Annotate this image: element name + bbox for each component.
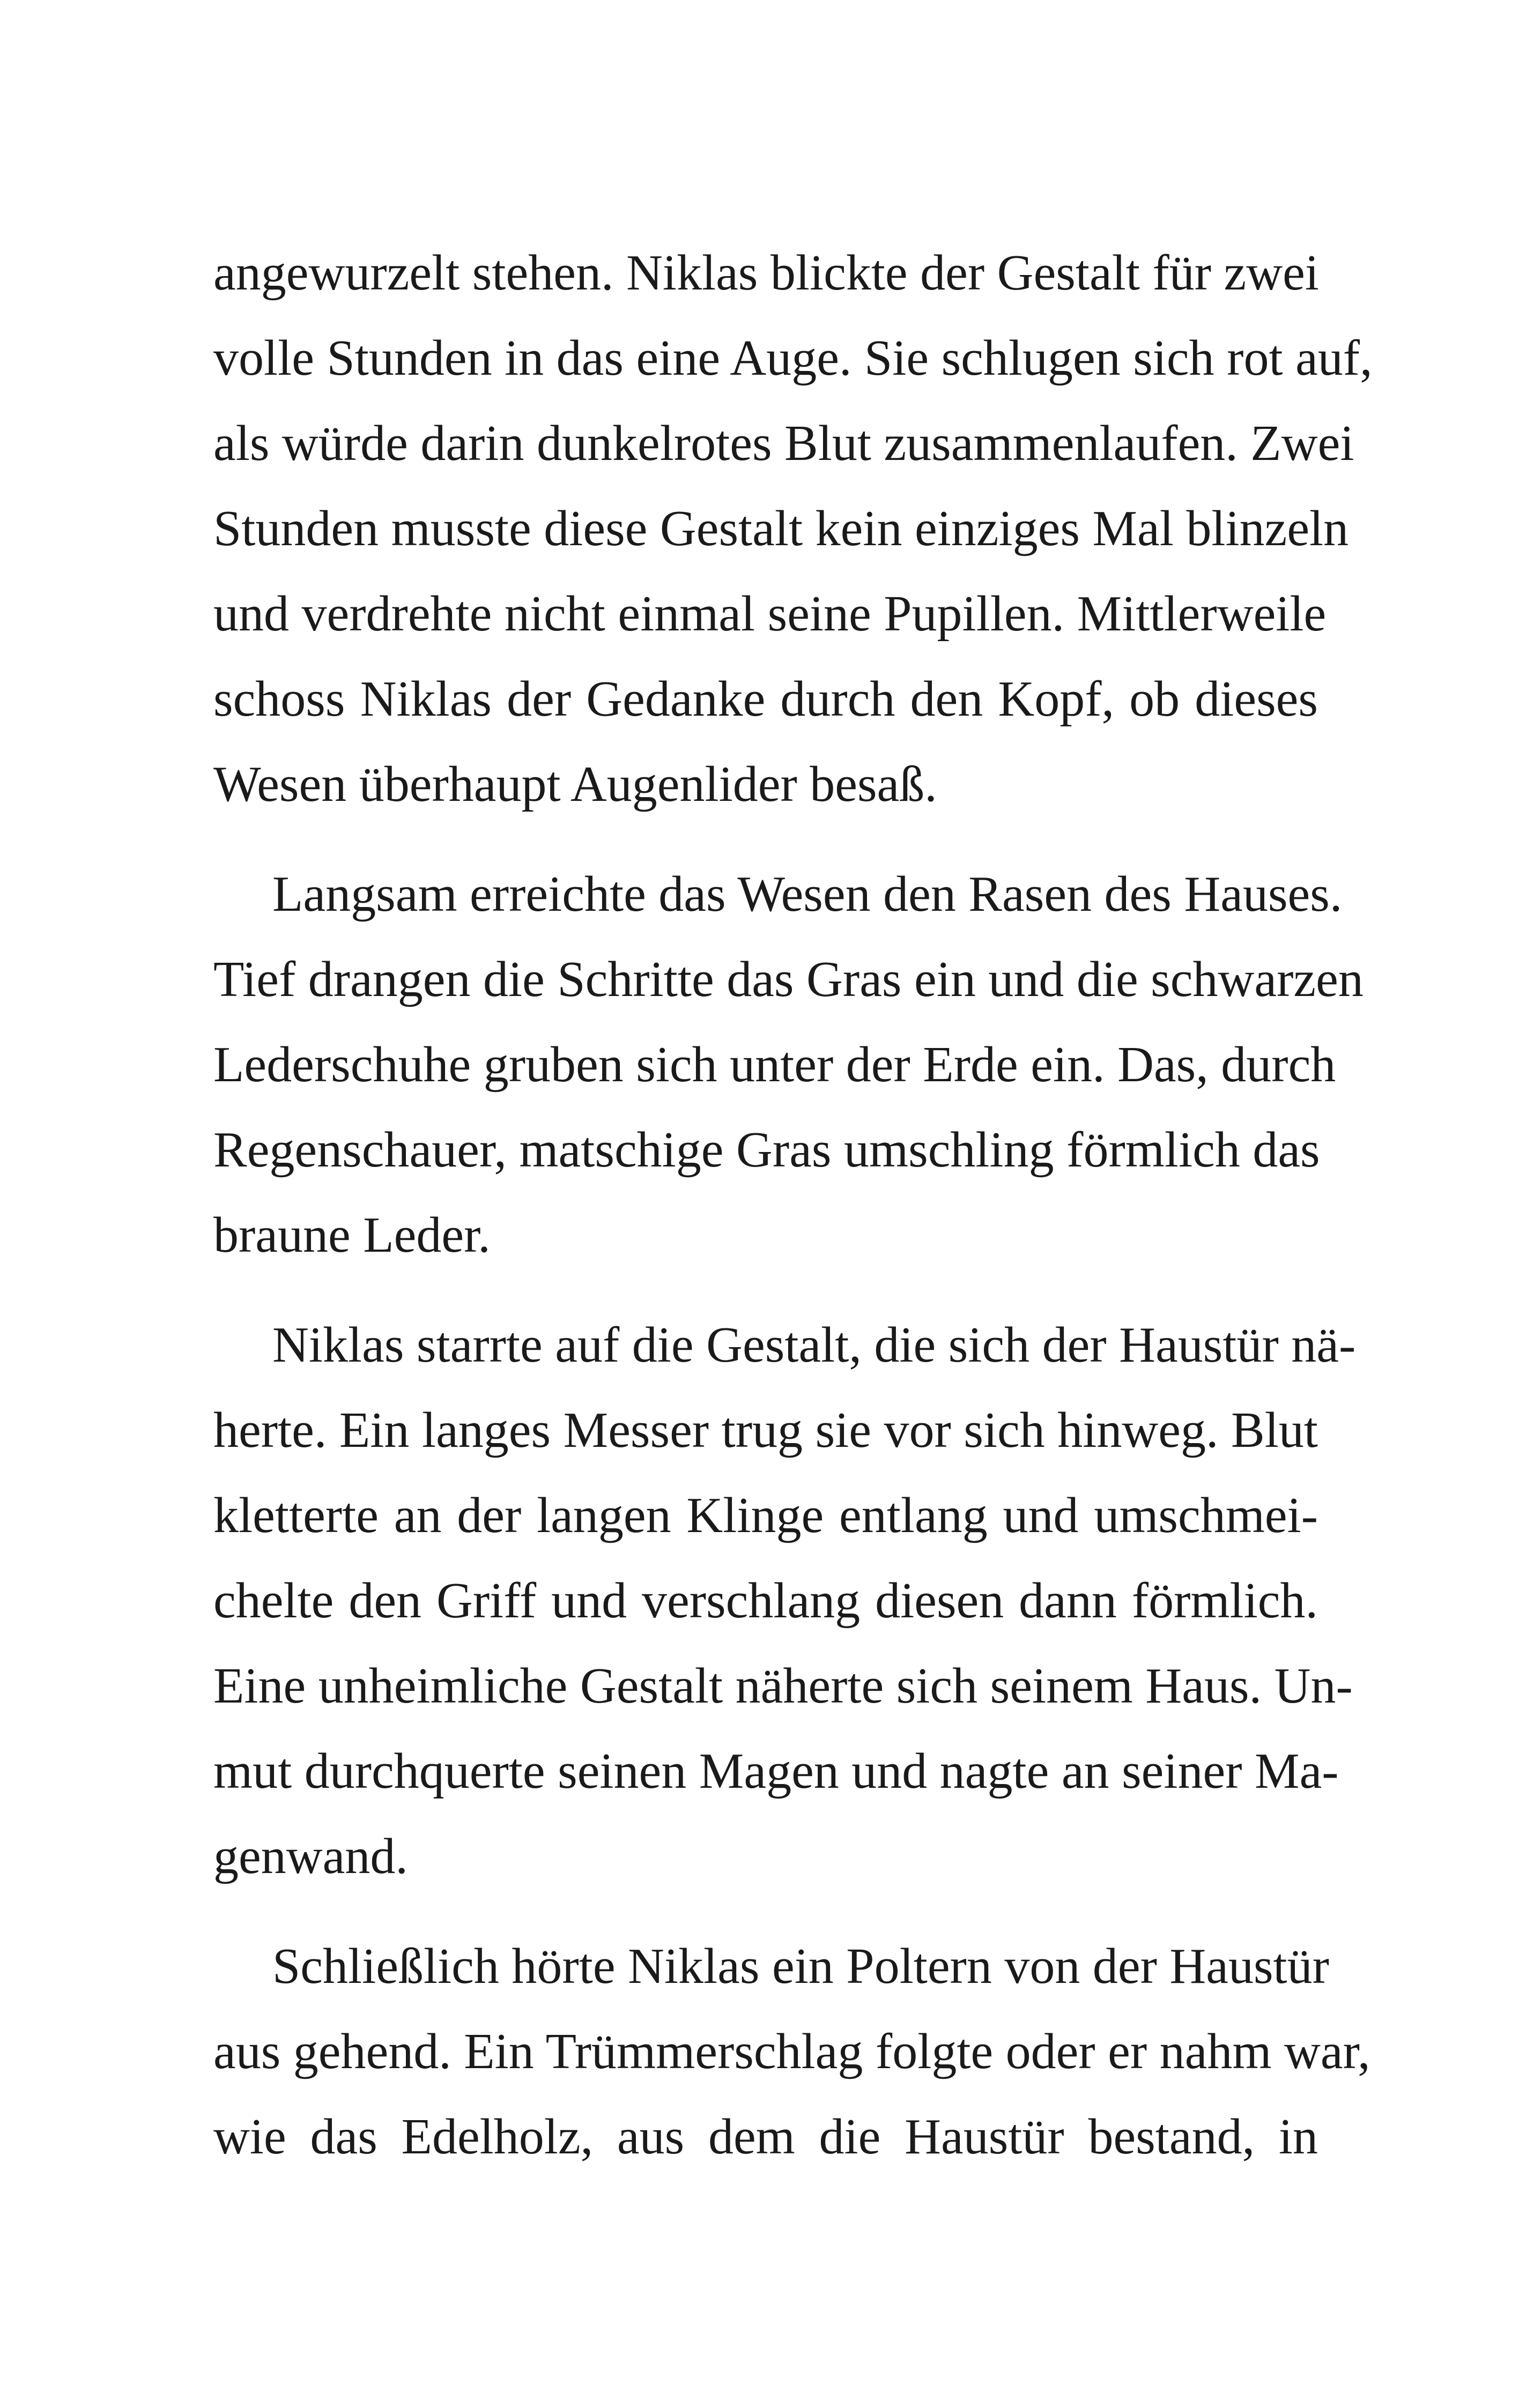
text-line: wie das Edelholz, aus dem die Haustür bestand, in — [213, 2109, 1318, 2165]
text-line: mut durchquerte seinen Magen und nagte an seiner Ma- — [213, 1743, 1339, 1799]
paragraph-spacing — [213, 1899, 1318, 1924]
text-line: Schließlich hörte Niklas ein Poltern von der Haustür — [272, 1938, 1329, 1994]
text-line: chelte den Griff und verschlang diesen dann förmlich. — [213, 1573, 1318, 1629]
text-line: Langsam erreichte das Wesen den Rasen des Hauses. — [272, 866, 1343, 922]
paragraph-spacing — [213, 827, 1318, 852]
text-line: und verdrehte nicht einmal seine Pupillen. Mittlerweile — [213, 586, 1327, 642]
text-line: Niklas starrte auf die Gestalt, die sich der Haustür nä- — [272, 1317, 1356, 1373]
text-line: volle Stunden in das eine Auge. Sie schlugen sich rot auf, — [213, 330, 1373, 386]
text-line: Eine unheimliche Gestalt näherte sich seinem Haus. Un- — [213, 1658, 1353, 1714]
text-line: angewurzelt stehen. Niklas blickte der Gestalt für zwei — [213, 245, 1319, 301]
paragraph-spacing — [213, 1278, 1318, 1303]
text-line: kletterte an der langen Klinge entlang und umschmei- — [213, 1488, 1318, 1543]
paragraph — [213, 231, 1373, 827]
text-line: Wesen überhaupt Augenlider besaß. — [213, 756, 937, 812]
text-line: Tief drangen die Schritte das Gras ein und die schwarzen — [213, 952, 1364, 1007]
text-line: Regenschauer, matschige Gras umschling förmlich das — [213, 1122, 1320, 1178]
paragraph — [213, 852, 1364, 1278]
text-line: als würde darin dunkelrotes Blut zusammenlaufen. Zwei — [213, 415, 1354, 471]
paragraph — [213, 1303, 1356, 1899]
text-line: herte. Ein langes Messer trug sie vor sich hinweg. Blut — [213, 1402, 1318, 1458]
text-line: Stunden musste diese Gestalt kein einziges Mal blinzeln — [213, 501, 1349, 556]
text-line: braune Leder. — [213, 1207, 491, 1263]
text-line: aus gehend. Ein Trümmerschlag folgte oder er nahm war, — [213, 2024, 1370, 2079]
text-line: genwand. — [213, 1829, 408, 1884]
text-line: Lederschuhe gruben sich unter der Erde ein. Das, durch — [213, 1037, 1336, 1092]
paragraph — [213, 1924, 1370, 2180]
text-line: schoss Niklas der Gedanke durch den Kopf, ob dieses — [213, 671, 1318, 727]
body-text — [213, 231, 1373, 2180]
